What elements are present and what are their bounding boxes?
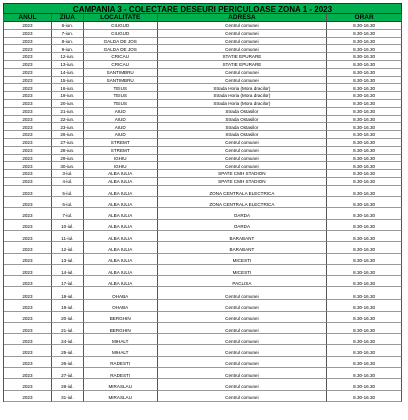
cell-ziua: 17-iul. (52, 276, 84, 287)
cell-localitate: ALBA IULIA (84, 254, 158, 265)
cell-localitate: OHABA (84, 287, 158, 300)
cell-localitate: CIUGUD (84, 22, 158, 30)
table-row (3, 178, 402, 186)
cell-adresa: Centrul comunei (158, 345, 328, 356)
table-row (3, 155, 402, 163)
cell-ziua: 18-iul. (52, 287, 84, 300)
cell-localitate: AIUD (84, 131, 158, 139)
cell-adresa: Centrul comunei (158, 334, 328, 345)
cell-localitate: RADESTI (84, 368, 158, 379)
cell-localitate: ALBA IULIA (84, 231, 158, 242)
cell-anul: 2023 (4, 30, 52, 38)
header-ziua: ZIUA (52, 14, 84, 22)
cell-anul: 2023 (4, 197, 52, 208)
cell-orar: 8.30-16.30 (327, 312, 402, 323)
table-row (3, 357, 402, 368)
cell-localitate: ALBA IULIA (84, 242, 158, 253)
cell-ziua: 21-iun. (52, 108, 84, 116)
cell-orar: 8.30-16.30 (327, 391, 402, 402)
cell-ziua: 20-iun. (52, 100, 84, 108)
cell-ziua: 3-iul. (52, 170, 84, 178)
cell-anul: 2023 (4, 92, 52, 100)
cell-anul: 2023 (4, 220, 52, 231)
cell-ziua: 12-iul. (52, 242, 84, 253)
cell-anul: 2023 (4, 254, 52, 265)
cell-orar: 8.30-16.30 (327, 123, 402, 131)
cell-adresa: OARDA (158, 220, 328, 231)
cell-adresa: PACLISA (158, 276, 328, 287)
cell-orar: 8.30-16.30 (327, 345, 402, 356)
cell-ziua: 28-iun. (52, 147, 84, 155)
cell-adresa: STATIE EPURARE (158, 53, 328, 61)
cell-ziua: 7-iun. (52, 30, 84, 38)
cell-anul: 2023 (4, 287, 52, 300)
table-row (3, 208, 402, 219)
cell-ziua: 5-iul. (52, 186, 84, 197)
cell-localitate: CIUGUD (84, 30, 158, 38)
cell-anul: 2023 (4, 45, 52, 53)
table-row (3, 368, 402, 379)
cell-adresa: ZONA CENTRALA ELECTRICA (158, 197, 328, 208)
cell-anul: 2023 (4, 155, 52, 163)
cell-adresa: Centrul comunei (158, 312, 328, 323)
cell-orar: 8.30-16.30 (327, 61, 402, 69)
cell-adresa: BARABANT (158, 242, 328, 253)
table-row (3, 345, 402, 356)
table-row (3, 108, 402, 116)
table-row (3, 220, 402, 231)
table-row (3, 312, 402, 323)
cell-anul: 2023 (4, 208, 52, 219)
cell-adresa: Strada Ostasilor (158, 116, 328, 124)
cell-anul: 2023 (4, 38, 52, 46)
cell-adresa: BARABANT (158, 231, 328, 242)
cell-orar: 8.30-16.30 (327, 116, 402, 124)
cell-ziua: 30-iun. (52, 162, 84, 170)
schedule-table (3, 3, 402, 402)
cell-anul: 2023 (4, 276, 52, 287)
cell-orar: 8.30-16.30 (327, 84, 402, 92)
cell-ziua: 24-iul. (52, 334, 84, 345)
table-row (3, 92, 402, 100)
cell-adresa: Centrul comunei (158, 139, 328, 147)
cell-adresa: MICESTI (158, 265, 328, 276)
table-row (3, 276, 402, 287)
cell-orar: 8.30-16.30 (327, 139, 402, 147)
cell-orar: 8.30-16.30 (327, 208, 402, 219)
table-row (3, 323, 402, 334)
cell-anul: 2023 (4, 345, 52, 356)
table-row (3, 77, 402, 85)
cell-localitate: RADESTI (84, 357, 158, 368)
cell-localitate: ALBA IULIA (84, 170, 158, 178)
cell-localitate: AIUD (84, 108, 158, 116)
table-row (3, 197, 402, 208)
table-row (3, 123, 402, 131)
cell-orar: 8.30-16.30 (327, 170, 402, 178)
cell-ziua: 31-iul. (52, 391, 84, 402)
cell-orar: 8.30-16.30 (327, 265, 402, 276)
table-row (3, 231, 402, 242)
table-row (3, 84, 402, 92)
cell-adresa: Centrul comunei (158, 77, 328, 85)
cell-localitate: STREMT (84, 147, 158, 155)
cell-adresa: Centrul comunei (158, 323, 328, 334)
cell-orar: 8.30-16.30 (327, 77, 402, 85)
cell-orar: 8.30-16.30 (327, 276, 402, 287)
cell-anul: 2023 (4, 131, 52, 139)
cell-anul: 2023 (4, 186, 52, 197)
cell-anul: 2023 (4, 231, 52, 242)
cell-orar: 8.30-16.30 (327, 69, 402, 77)
cell-ziua: 8-iun. (52, 38, 84, 46)
cell-orar: 8.30-16.30 (327, 287, 402, 300)
cell-ziua: 27-iul. (52, 368, 84, 379)
cell-localitate: ALBA IULIA (84, 220, 158, 231)
cell-ziua: 9-iun. (52, 45, 84, 53)
table-row (3, 116, 402, 124)
cell-adresa: ZONA CENTRALA ELECTRICA (158, 186, 328, 197)
cell-ziua: 23-iun. (52, 123, 84, 131)
table-row (3, 287, 402, 300)
table-row (3, 131, 402, 139)
cell-adresa: Centrul comunei (158, 69, 328, 77)
cell-localitate: TEIUS (84, 84, 158, 92)
table-row (3, 100, 402, 108)
cell-localitate: ALBA IULIA (84, 186, 158, 197)
cell-localitate: MIRASLAU (84, 391, 158, 402)
cell-orar: 8.30-16.30 (327, 334, 402, 345)
header-localitate: LOCALITATE (84, 14, 158, 22)
cell-ziua: 6-iul. (52, 197, 84, 208)
cell-anul: 2023 (4, 357, 52, 368)
cell-orar: 8.30-16.30 (327, 379, 402, 390)
cell-ziua: 26-iun. (52, 131, 84, 139)
cell-orar: 8.30-16.30 (327, 100, 402, 108)
table-row (3, 242, 402, 253)
cell-anul: 2023 (4, 139, 52, 147)
cell-ziua: 19-iul. (52, 300, 84, 311)
cell-localitate: BERGHIN (84, 323, 158, 334)
cell-adresa: Centrul comunei (158, 30, 328, 38)
cell-orar: 8.30-16.30 (327, 147, 402, 155)
cell-anul: 2023 (4, 265, 52, 276)
cell-anul: 2023 (4, 323, 52, 334)
cell-localitate: ALBA IULIA (84, 178, 158, 186)
cell-localitate: IGHIU (84, 155, 158, 163)
cell-orar: 8.30-16.30 (327, 131, 402, 139)
cell-adresa: Strada Horia (Mora dracilor) (158, 100, 328, 108)
cell-anul: 2023 (4, 334, 52, 345)
table-row (3, 170, 402, 178)
cell-anul: 2023 (4, 162, 52, 170)
cell-adresa: Strada Horia (Mora dracilor) (158, 92, 328, 100)
table-row (3, 38, 402, 46)
cell-anul: 2023 (4, 61, 52, 69)
cell-adresa: Centrul comunei (158, 391, 328, 402)
cell-localitate: ALBA IULIA (84, 197, 158, 208)
cell-localitate: TEIUS (84, 100, 158, 108)
cell-orar: 8.30-16.30 (327, 108, 402, 116)
cell-localitate: BERGHIN (84, 312, 158, 323)
cell-adresa: Centrul comunei (158, 155, 328, 163)
table-row (3, 53, 402, 61)
cell-ziua: 20-iul. (52, 312, 84, 323)
cell-orar: 8.30-16.30 (327, 45, 402, 53)
table-body (3, 22, 402, 402)
cell-orar: 8.30-16.30 (327, 162, 402, 170)
cell-anul: 2023 (4, 123, 52, 131)
cell-adresa: Centrul comunei (158, 147, 328, 155)
cell-ziua: 6-iun. (52, 22, 84, 30)
header-anul: ANUL (4, 14, 52, 22)
cell-orar: 8.30-16.30 (327, 22, 402, 30)
table-row (3, 69, 402, 77)
cell-ziua: 7-iul. (52, 208, 84, 219)
header-adresa: ADRESA (158, 14, 328, 22)
cell-orar: 8.30-16.30 (327, 323, 402, 334)
cell-anul: 2023 (4, 108, 52, 116)
cell-anul: 2023 (4, 312, 52, 323)
cell-ziua: 4-iul. (52, 178, 84, 186)
cell-anul: 2023 (4, 53, 52, 61)
cell-adresa: Centrul comunei (158, 357, 328, 368)
cell-orar: 8.30-16.30 (327, 220, 402, 231)
cell-anul: 2023 (4, 77, 52, 85)
table-row (3, 30, 402, 38)
cell-localitate: IGHIU (84, 162, 158, 170)
cell-adresa: Strada Horia (Mora dracilor) (158, 84, 328, 92)
cell-localitate: ALBA IULIA (84, 208, 158, 219)
cell-ziua: 14-iul. (52, 265, 84, 276)
cell-adresa: Strada Ostasilor (158, 131, 328, 139)
cell-orar: 8.30-16.30 (327, 197, 402, 208)
cell-ziua: 14-iun. (52, 69, 84, 77)
cell-orar: 8.30-16.30 (327, 186, 402, 197)
cell-adresa: Strada Ostasilor (158, 108, 328, 116)
cell-orar: 8.30-16.30 (327, 242, 402, 253)
cell-anul: 2023 (4, 170, 52, 178)
cell-anul: 2023 (4, 178, 52, 186)
cell-orar: 8.30-16.30 (327, 254, 402, 265)
cell-adresa: Centrul comunei (158, 368, 328, 379)
cell-localitate: OHABA (84, 300, 158, 311)
cell-localitate: CRICAU (84, 53, 158, 61)
cell-anul: 2023 (4, 368, 52, 379)
cell-adresa: Strada Ostasilor (158, 123, 328, 131)
table-row (3, 45, 402, 53)
cell-orar: 8.30-16.30 (327, 38, 402, 46)
cell-orar: 8.30-16.30 (327, 53, 402, 61)
cell-anul: 2023 (4, 69, 52, 77)
header-orar: ORAR (327, 14, 402, 22)
cell-anul: 2023 (4, 379, 52, 390)
cell-localitate: SANTIMBRU (84, 77, 158, 85)
cell-orar: 8.30-16.30 (327, 368, 402, 379)
table-row (3, 254, 402, 265)
cell-localitate: GALDA DE JOS (84, 45, 158, 53)
table-title: CAMPANIA 3 - COLECTARE DESEURI PERICULOASE ZONA 1 - 2023 (3, 3, 402, 14)
cell-ziua: 12-iun. (52, 53, 84, 61)
cell-orar: 8.30-16.30 (327, 178, 402, 186)
table-row (3, 379, 402, 390)
cell-orar: 8.30-16.30 (327, 30, 402, 38)
table-row (3, 147, 402, 155)
cell-adresa: SPATE CMH STADION (158, 178, 328, 186)
cell-adresa: Centrul comunei (158, 162, 328, 170)
cell-adresa: OARDA (158, 208, 328, 219)
cell-ziua: 28-iul. (52, 379, 84, 390)
cell-ziua: 29-iun. (52, 155, 84, 163)
cell-localitate: TEIUS (84, 92, 158, 100)
table-row (3, 300, 402, 311)
cell-localitate: SANTIMBRU (84, 69, 158, 77)
table-row (3, 391, 402, 402)
cell-orar: 8.30-16.30 (327, 155, 402, 163)
cell-orar: 8.30-16.30 (327, 300, 402, 311)
cell-orar: 8.30-16.30 (327, 357, 402, 368)
cell-adresa: Centrul comunei (158, 379, 328, 390)
cell-anul: 2023 (4, 391, 52, 402)
cell-ziua: 27-iun. (52, 139, 84, 147)
cell-ziua: 16-iun. (52, 84, 84, 92)
cell-ziua: 15-iun. (52, 77, 84, 85)
cell-localitate: MIRASLAU (84, 379, 158, 390)
cell-localitate: ALBA IULIA (84, 276, 158, 287)
cell-anul: 2023 (4, 242, 52, 253)
cell-adresa: MICESTI (158, 254, 328, 265)
cell-adresa: Centrul comunei (158, 300, 328, 311)
cell-anul: 2023 (4, 147, 52, 155)
table-row (3, 186, 402, 197)
cell-localitate: MIHALT (84, 334, 158, 345)
cell-localitate: AIUD (84, 123, 158, 131)
cell-adresa: Centrul comunei (158, 45, 328, 53)
table-row (3, 334, 402, 345)
table-row (3, 265, 402, 276)
table-row (3, 61, 402, 69)
cell-localitate: MIHALT (84, 345, 158, 356)
cell-localitate: CRICAU (84, 61, 158, 69)
cell-anul: 2023 (4, 100, 52, 108)
cell-ziua: 19-iun. (52, 92, 84, 100)
table-row (3, 22, 402, 30)
cell-adresa: Centrul comunei (158, 38, 328, 46)
cell-adresa: STATIE EPURARE (158, 61, 328, 69)
cell-ziua: 13-iul. (52, 254, 84, 265)
cell-localitate: STREMT (84, 139, 158, 147)
table-row (3, 139, 402, 147)
cell-ziua: 22-iun. (52, 116, 84, 124)
cell-adresa: SPATE CMH STADION (158, 170, 328, 178)
cell-localitate: GALDA DE JOS (84, 38, 158, 46)
cell-ziua: 25-iul. (52, 345, 84, 356)
cell-adresa: Centrul comunei (158, 287, 328, 300)
cell-orar: 8.30-16.30 (327, 231, 402, 242)
cell-localitate: AIUD (84, 116, 158, 124)
cell-localitate: ALBA IULIA (84, 265, 158, 276)
cell-anul: 2023 (4, 300, 52, 311)
cell-anul: 2023 (4, 84, 52, 92)
cell-ziua: 10-iul. (52, 220, 84, 231)
cell-anul: 2023 (4, 116, 52, 124)
table-row (3, 162, 402, 170)
cell-anul: 2023 (4, 22, 52, 30)
cell-ziua: 26-iul. (52, 357, 84, 368)
cell-ziua: 11-iul. (52, 231, 84, 242)
cell-orar: 8.30-16.30 (327, 92, 402, 100)
header-row (3, 14, 402, 22)
cell-ziua: 21-iul. (52, 323, 84, 334)
cell-adresa: Centrul comunei (158, 22, 328, 30)
cell-ziua: 13-iun. (52, 61, 84, 69)
